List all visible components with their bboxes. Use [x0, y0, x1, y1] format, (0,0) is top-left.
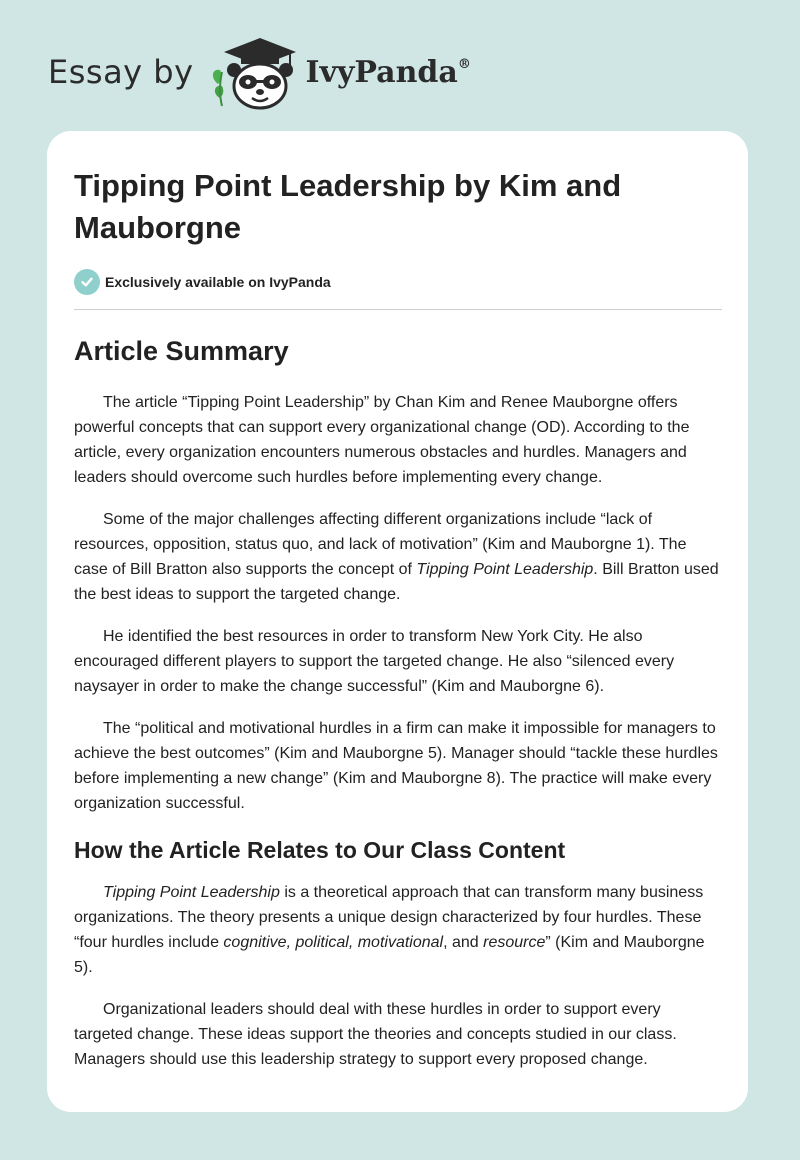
divider: [74, 309, 722, 310]
brand-header: [48, 34, 471, 110]
section-heading-summary: Article Summary: [74, 336, 289, 366]
brand-prefix: Essay by: [48, 53, 194, 91]
section-heading-class-content: How the Article Relates to Our Class Content: [74, 837, 566, 863]
exclusive-badge: [74, 269, 722, 295]
article-card: [47, 131, 748, 1112]
paragraph: He identified the best resources in order to transform New York City. He also encouraged different players to support the targeted change. He also “silenced every naysayer in order to make the change successful” (Kim and Mauborgne 6).: [74, 628, 675, 695]
paragraph: Some of the major challenges affecting different organizations include “lack of resources, opposition, status quo, and lack of motivation” (Kim and Mauborgne 1). The case of Bill Bratton also supports the concept of Tipping Point Leadership. Bill Bratton used the best ideas to support the targeted change.: [74, 511, 719, 603]
brand-name: IvyPanda®: [305, 54, 471, 90]
paragraph: The “political and motivational hurdles in a firm can make it impossible for managers to achieve the best outcomes” (Kim and Mauborgne 5). Manager should “tackle these hurdles before implementing a new change” (Kim and Mauborgne 8). The practice will make every organization successful.: [74, 720, 718, 812]
article-title: Tipping Point Leadership by Kim and Mauborgne: [74, 168, 622, 245]
paragraph: Organizational leaders should deal with these hurdles in order to support every targeted change. These ideas support the theories and concepts studied in our class. Managers should use this leadership strategy to support every proposed change.: [74, 1001, 677, 1068]
paragraph: Tipping Point Leadership is a theoretical approach that can transform many business organizations. The theory presents a unique design characterized by four hurdles. These “four hurdles include cognitive, political, motivational, and resource” (Kim and Mauborgne 5).: [74, 884, 705, 976]
panda-graduate-logo-icon: [208, 34, 300, 110]
check-circle-icon: [74, 269, 100, 295]
exclusive-badge-text: Exclusively available on IvyPanda: [105, 274, 331, 290]
paragraph: The article “Tipping Point Leadership” by Chan Kim and Renee Mauborgne offers powerful concepts that can support every organizational change (OD). According to the article, every organization encounters numerous obstacles and hurdles. Managers and leaders should overcome such hurdles before implementing every change.: [74, 394, 690, 486]
